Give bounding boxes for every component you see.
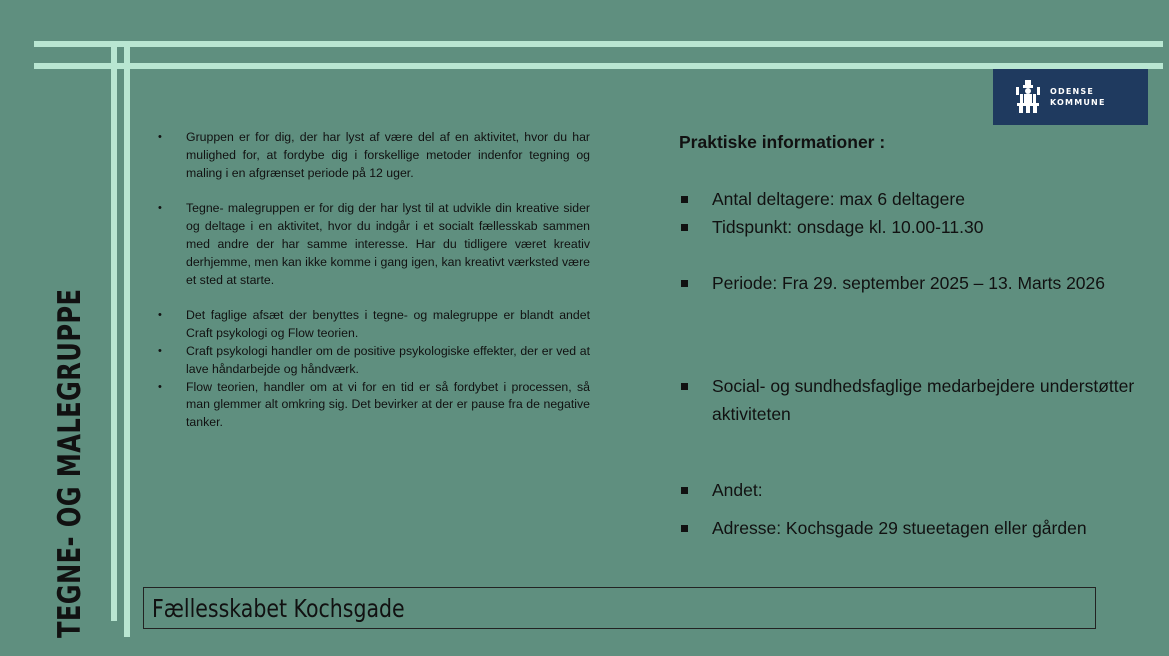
list-item: • Gruppen er for dig, der har lyst af være del af en aktivitet, hvor du har mulighed for, at fordybe dig i forskellige metoder indenfor tegning og maling i en afgrænset periode på 12 uger. bbox=[158, 129, 590, 182]
info-item: Antal deltagere: max 6 deltagere bbox=[679, 185, 1139, 213]
logo-line-1: ODENSE bbox=[1050, 87, 1095, 96]
info-item: Periode: Fra 29. september 2025 – 13. Marts 2026 bbox=[679, 269, 1139, 297]
list-item: • Tegne- malegruppen er for dig der har lyst til at udvikle din kreative sider og deltage i en aktivitet, hvor du indgår i et socialt fællesskab sammen med andre der har samme interesse. Har du tidligere været kreativ derhjemme, men kan ikke komme i gang igen, kan kreativt værksted være et sted at starte. bbox=[158, 200, 590, 289]
side-rule-1 bbox=[111, 41, 117, 621]
info-item: Andet: bbox=[679, 476, 1139, 504]
description-list bbox=[158, 129, 590, 432]
logo-line-2: KOMMUNE bbox=[1050, 98, 1106, 107]
practical-info-title: Praktiske informationer : bbox=[679, 132, 886, 152]
odense-kommune-logo bbox=[993, 69, 1148, 125]
list-item: • Craft psykologi handler om de positive psykologiske effekter, der er ved at lave håndarbejde og håndværk. bbox=[158, 343, 590, 379]
top-rule-1 bbox=[34, 41, 1163, 47]
info-item: Adresse: Kochsgade 29 stueetagen eller gården bbox=[679, 514, 1139, 542]
list-item: • Det faglige afsæt der benyttes i tegne- og malegruppe er blandt andet Craft psykologi og Flow teorien. bbox=[158, 307, 590, 343]
practical-info bbox=[679, 130, 1139, 538]
footer-box bbox=[143, 587, 1096, 629]
vertical-title: TEGNE- OG MALEGRUPPE bbox=[52, 288, 88, 638]
list-item: • Flow teorien, handler om at vi for en tid er så fordybet i processen, så man glemmer alt omkring sig. Det bevirker at der er pause fra de negative tanker. bbox=[158, 379, 590, 432]
info-item: Social- og sundhedsfaglige medarbejdere understøtter aktiviteten bbox=[679, 372, 1139, 428]
footer-title: Fællesskabet Kochsgade bbox=[152, 593, 405, 623]
side-rule-2 bbox=[124, 41, 130, 637]
odense-crest-icon bbox=[1015, 79, 1041, 115]
info-item: Tidspunkt: onsdage kl. 10.00-11.30 bbox=[679, 213, 1139, 241]
